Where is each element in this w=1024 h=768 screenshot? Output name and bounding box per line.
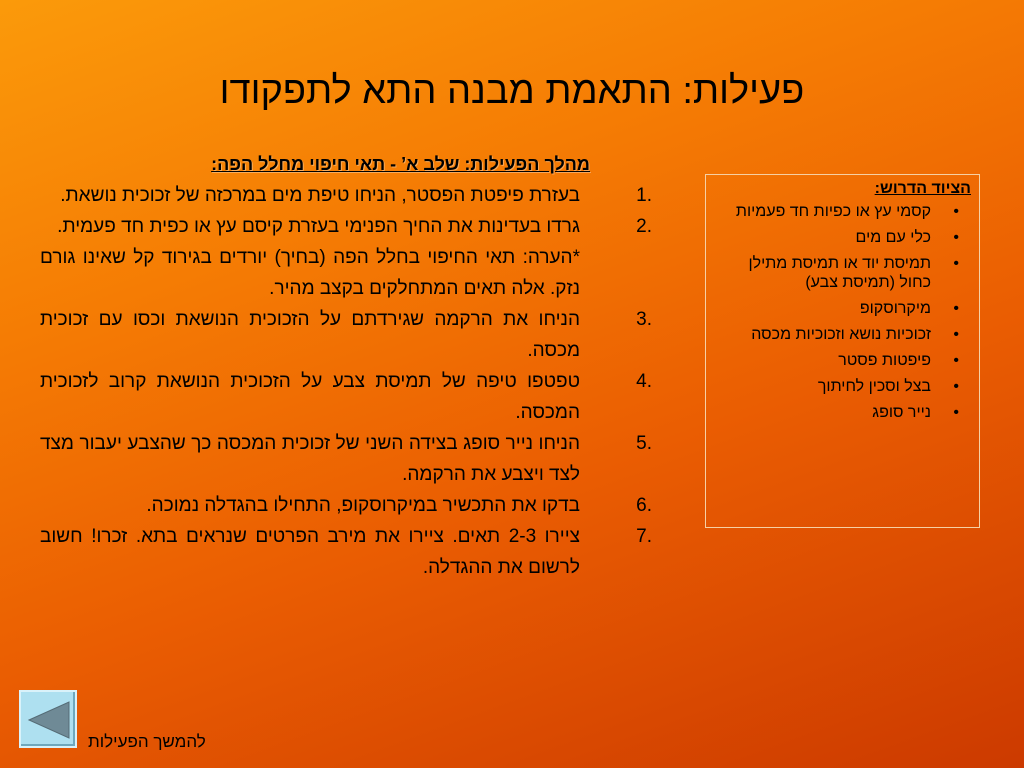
step-text: ציירו 2-3 תאים. ציירו את מירב הפרטים שנראים בתא. זכרו! חשוב לרשום את ההגדלה.	[40, 526, 580, 578]
equipment-item-label: בצל וסכין לחיתוך	[817, 378, 931, 395]
step-number-label: 7.	[636, 526, 652, 547]
back-arrow-icon	[27, 700, 71, 740]
step-text: גרדו בעדינות את החיך הפנימי בעזרת קיסם עץ או כפית חד פעמית.	[57, 216, 580, 237]
equipment-item	[714, 325, 971, 344]
step-text: בעזרת פיפטת הפסטר, הניחו טיפת מים במרכזה של זכוכית נושאת.	[60, 185, 580, 206]
equipment-item	[714, 202, 971, 221]
equipment-item-label: פיפטות פסטר	[838, 352, 931, 369]
equipment-list	[714, 202, 971, 422]
step-number-label: 3.	[636, 309, 652, 330]
step-number	[580, 304, 652, 366]
equipment-item-label: מיקרוסקופ	[859, 300, 931, 317]
equipment-box	[705, 174, 980, 528]
procedure-step	[40, 304, 652, 366]
step-number-label: 1.	[636, 185, 652, 206]
step-text: הניחו את הרקמה שגירדתם על הזכוכית הנושאת וכסו עם זכוכית מכסה.	[40, 309, 580, 361]
step-text: בדקו את התכשיר במיקרוסקופ, התחילו בהגדלה נמוכה.	[146, 495, 580, 516]
step-number	[580, 521, 652, 583]
procedure-step	[40, 490, 652, 521]
bullet-icon: •	[953, 326, 959, 343]
step-number	[580, 490, 652, 521]
procedure-step	[40, 211, 652, 242]
procedure-step	[40, 521, 652, 583]
equipment-item	[714, 254, 971, 292]
step-number	[580, 366, 652, 428]
equipment-item	[714, 351, 971, 370]
equipment-item-label: כלי עם מים	[855, 229, 931, 246]
step-number-label: 6.	[636, 495, 652, 516]
bullet-icon: •	[953, 255, 959, 272]
procedure-step	[40, 366, 652, 428]
equipment-item-label: זכוכיות נושא וזכוכיות מכסה	[751, 326, 931, 343]
continue-activity-link[interactable]: להמשך הפעילות	[88, 732, 206, 751]
step-text: הניחו נייר סופג בצידה השני של זכוכית המכסה כך שהצבע יעבור מצד לצד ויצבע את הרקמה.	[40, 433, 580, 485]
bullet-icon: •	[953, 404, 959, 421]
procedure-section	[40, 148, 652, 583]
equipment-item-label: נייר סופג	[872, 404, 931, 421]
step-number-label: 5.	[636, 433, 652, 454]
procedure-steps	[40, 180, 652, 583]
procedure-step	[40, 180, 652, 211]
bullet-icon: •	[953, 300, 959, 317]
bullet-icon: •	[953, 203, 959, 220]
equipment-item	[714, 403, 971, 422]
step-number	[580, 242, 652, 304]
procedure-note	[40, 242, 652, 304]
step-number	[580, 180, 652, 211]
equipment-item-label: קסמי עץ או כפיות חד פעמיות	[735, 203, 931, 220]
step-text: טפטפו טיפה של תמיסת צבע על הזכוכית הנושאת קרוב לזכוכית המכסה.	[40, 371, 580, 423]
equipment-item	[714, 228, 971, 247]
step-number	[580, 211, 652, 242]
procedure-step	[40, 428, 652, 490]
bullet-icon: •	[953, 352, 959, 369]
equipment-item-label: תמיסת יוד או תמיסת מתילן כחול (תמיסת צבע)	[748, 255, 931, 291]
equipment-item	[714, 299, 971, 318]
procedure-heading: מהלך הפעילות: שלב א’ - תאי חיפוי מחלל הפה:	[211, 154, 590, 174]
step-number	[580, 428, 652, 490]
step-number-label: 2.	[636, 216, 652, 237]
step-text: *הערה: תאי החיפוי בחלל הפה (בחיך) יורדים בגירוד קל שאינו גורם נזק. אלה תאים המתחלקים בקצב מהיר.	[40, 247, 580, 299]
slide-title: פעילות: התאמת מבנה התא לתפקודו	[219, 70, 805, 112]
bullet-icon: •	[953, 229, 959, 246]
bullet-icon: •	[953, 378, 959, 395]
equipment-item	[714, 377, 971, 396]
step-number-label: 4.	[636, 371, 652, 392]
equipment-heading: הציוד הדרוש:	[874, 180, 971, 197]
back-button[interactable]	[19, 690, 77, 748]
